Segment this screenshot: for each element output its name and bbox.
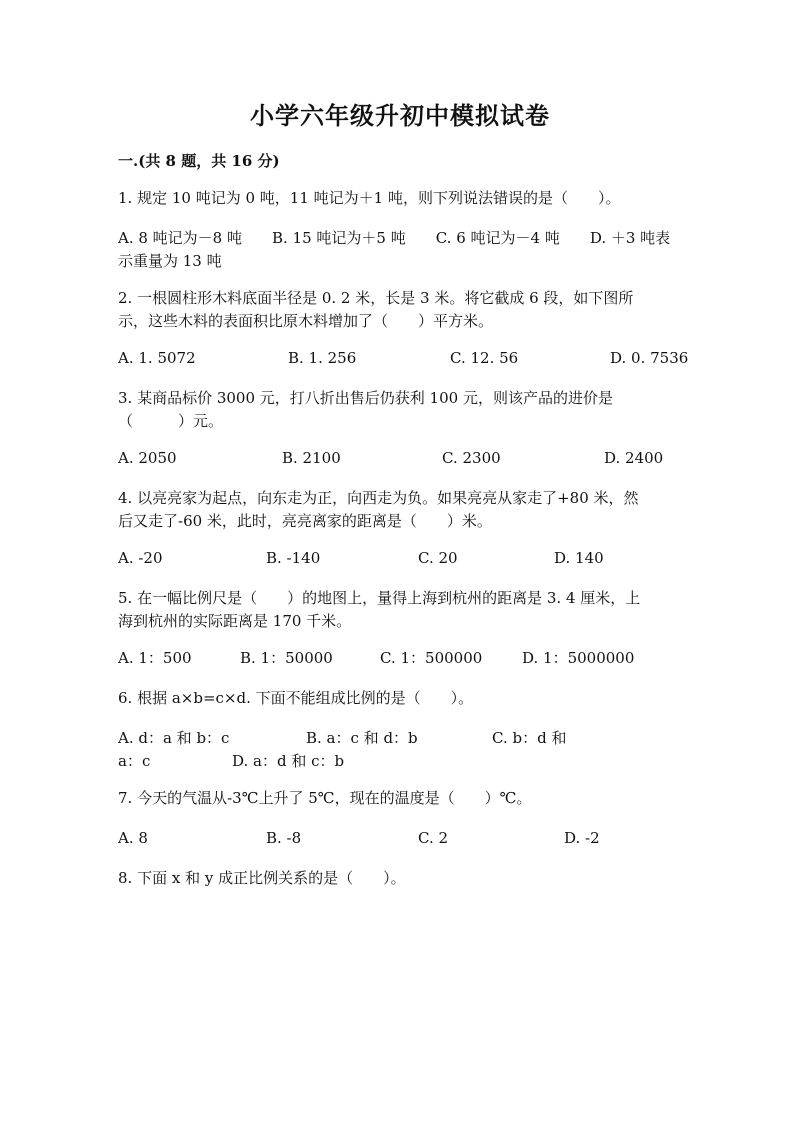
question-2-option-d: D. 0. 7536 [610,349,689,367]
question-3-stem [118,387,678,433]
question-5-option-d: D. 1：5000000 [522,649,635,667]
question-1-options-line-2: 示重量为 13 吨 [118,252,222,270]
page-title: 小学六年级升初中模拟试卷 [250,101,550,130]
question-3-option-a: A. 2050 [118,449,177,467]
question-7-option-d: D. -2 [564,829,600,847]
question-3-stem-line-1: 3. 某商品标价 3000 元，打八折出售后仍获利 100 元，则该产品的进价是 [118,389,613,407]
question-1-options-line-1: A. 8 吨记为－8 吨 B. 15 吨记为＋5 吨 C. 6 吨记为－4 吨 D. ＋3 吨表 [118,229,671,247]
question-6-options-line-2 [118,750,688,773]
question-3-options [118,447,688,470]
question-5-option-a: A. 1：500 [118,649,192,667]
question-7-stem: 7. 今天的气温从-3℃上升了 5℃，现在的温度是（ ）℃。 [118,789,532,807]
question-5-stem [118,587,678,633]
section-heading: 一.(共 8 题，共 16 分) [118,152,280,170]
question-4-option-d: D. 140 [554,549,604,567]
question-6-option-a: A. d：a 和 b：c [118,729,230,747]
question-7-option-b: B. -8 [266,829,302,847]
question-1-stem: 1. 规定 10 吨记为 0 吨，11 吨记为＋1 吨，则下列说法错误的是（ ）。 [118,189,621,207]
question-4-stem-line-1: 4. 以亮亮家为起点，向东走为正，向西走为负。如果亮亮从家走了+80 米，然 [118,489,639,507]
question-5-option-c: C. 1：500000 [380,649,483,667]
question-4-option-b: B. -140 [266,549,321,567]
question-4-stem-line-2: 后又走了-60 米，此时，亮亮离家的距离是（ ）米。 [118,512,492,530]
question-5-options [118,647,688,670]
question-2-stem-line-2: 示，这些木料的表面积比原木料增加了（ ）平方米。 [118,312,494,330]
question-3-option-d: D. 2400 [604,449,664,467]
question-4-option-a: A. -20 [118,549,163,567]
question-2-options [118,347,688,370]
question-3-stem-line-2: （ ）元。 [118,412,224,430]
question-5-stem-line-1: 5. 在一幅比例尺是（ ）的地图上，量得上海到杭州的距离是 3. 4 厘米，上 [118,589,641,607]
question-2-stem-line-1: 2. 一根圆柱形木料底面半径是 0. 2 米，长是 3 米。将它截成 6 段，如下图所 [118,289,634,307]
question-4-option-c: C. 20 [418,549,458,567]
question-5-stem-line-2: 海到杭州的实际距离是 170 千米。 [118,612,352,630]
question-7-option-a: A. 8 [118,829,148,847]
question-2-option-b: B. 1. 256 [288,349,357,367]
question-3-option-c: C. 2300 [442,449,501,467]
question-1-options [118,227,688,273]
question-6-option-b: B. a：c 和 d：b [306,729,418,747]
question-4-options [118,547,688,570]
question-2-stem [118,287,678,333]
question-6-option-c-cont: a：c [118,752,151,770]
question-3-option-b: B. 2100 [282,449,341,467]
question-8-stem: 8. 下面 x 和 y 成正比例关系的是（ ）。 [118,869,406,887]
question-7-options [118,827,688,850]
question-5-option-b: B. 1：50000 [240,649,333,667]
question-2-option-a: A. 1. 5072 [118,349,196,367]
question-6-option-c: C. b：d 和 [492,729,567,747]
question-6-option-d: D. a：d 和 c：b [232,752,345,770]
question-6-stem: 6. 根据 a×b=c×d. 下面不能组成比例的是（ ）。 [118,689,474,707]
question-6-options-line-1 [118,727,688,750]
question-2-option-c: C. 12. 56 [450,349,519,367]
question-4-stem [118,487,678,533]
question-7-option-c: C. 2 [418,829,449,847]
